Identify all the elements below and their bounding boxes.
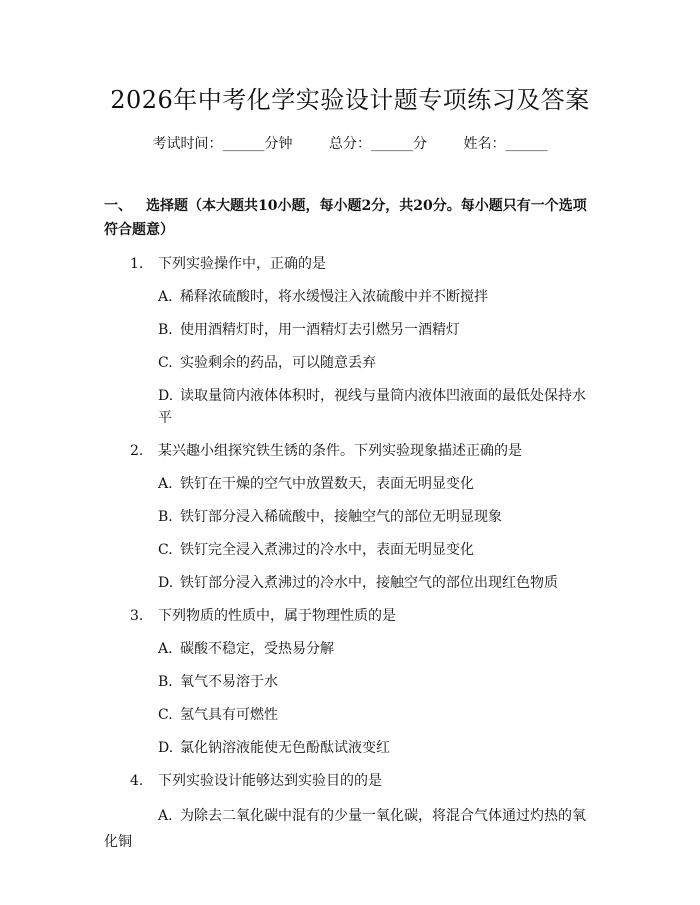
question-text: 某兴趣小组探究铁生锈的条件。下列实验现象描述正确的是 [158,443,522,459]
option-text: 铁钉部分浸入煮沸过的冷水中，接触空气的部位出现红色物质 [180,575,558,591]
question-3-option-c [104,704,596,726]
question-3 [104,605,596,627]
option-label: C. [158,355,173,371]
option-label: A. [158,289,173,305]
question-3-option-a [104,638,596,660]
option-text: 碳酸不稳定，受热易分解 [180,641,334,657]
question-text: 下列实验操作中，正确的是 [158,256,326,272]
exam-time: 考试时间：______分钟 [152,136,293,152]
section-heading [104,194,596,242]
option-text: 实验剩余的药品，可以随意丢弃 [180,355,376,371]
section-text: 选择题（本大题共10小题，每小题2分，共20分。每小题只有一个选项符合题意） [104,198,587,238]
question-number: 3. [130,608,144,624]
question-4-option-a [104,803,596,855]
option-label: A. [158,641,173,657]
question-text: 下列物质的性质中，属于物理性质的是 [158,608,396,624]
option-label: D. [158,388,174,404]
question-text: 下列实验设计能够达到实验目的的是 [158,773,382,789]
option-label: B. [158,674,173,690]
option-text: 氢气具有可燃性 [180,707,278,723]
option-text: 稀释浓硫酸时，将水缓慢注入浓硫酸中并不断搅拌 [180,289,488,305]
option-text: 读取量筒内液体体积时，视线与量筒内液体凹液面的最低处保持水平 [158,388,586,426]
question-4 [104,770,596,792]
option-label: C. [158,542,173,558]
question-number: 1. [130,256,144,272]
question-number: 4. [130,773,144,789]
option-text: 氧气不易溶于水 [180,674,278,690]
question-2-option-b [104,506,596,528]
option-label: B. [158,509,173,525]
exam-meta [104,134,596,154]
question-2-option-d [104,572,596,594]
option-label: C. [158,707,173,723]
option-text: 铁钉完全浸入煮沸过的冷水中，表面无明显变化 [180,542,474,558]
option-label: D. [158,740,174,756]
exam-total-score: 总分：______分 [329,136,427,152]
question-2-option-c [104,539,596,561]
document-title: 2026年中考化学实验设计题专项练习及答案 [110,86,590,114]
question-1 [104,253,596,275]
option-text: 使用酒精灯时，用一酒精灯去引燃另一酒精灯 [180,322,460,338]
question-1-option-b [104,319,596,341]
question-2 [104,440,596,462]
option-text: 铁钉在干燥的空气中放置数天，表面无明显变化 [180,476,474,492]
option-label: B. [158,322,173,338]
question-1-option-c [104,352,596,374]
option-text: 氯化钠溶液能使无色酚酞试液变红 [180,740,390,756]
section-number: 一、 [104,198,132,214]
option-label: A. [158,808,173,824]
option-label: A. [158,476,173,492]
question-3-option-b [104,671,596,693]
option-label: D. [158,575,174,591]
option-text: 铁钉部分浸入稀硫酸中，接触空气的部位无明显现象 [180,509,502,525]
question-1-option-d [104,385,596,429]
question-1-option-a [104,286,596,308]
question-2-option-a [104,473,596,495]
question-3-option-d [104,737,596,759]
student-name: 姓名：______ [463,136,548,152]
option-text: 为除去二氧化碳中混有的少量一氧化碳，将混合气体通过灼热的氧化铜 [104,808,586,850]
question-number: 2. [130,443,144,459]
